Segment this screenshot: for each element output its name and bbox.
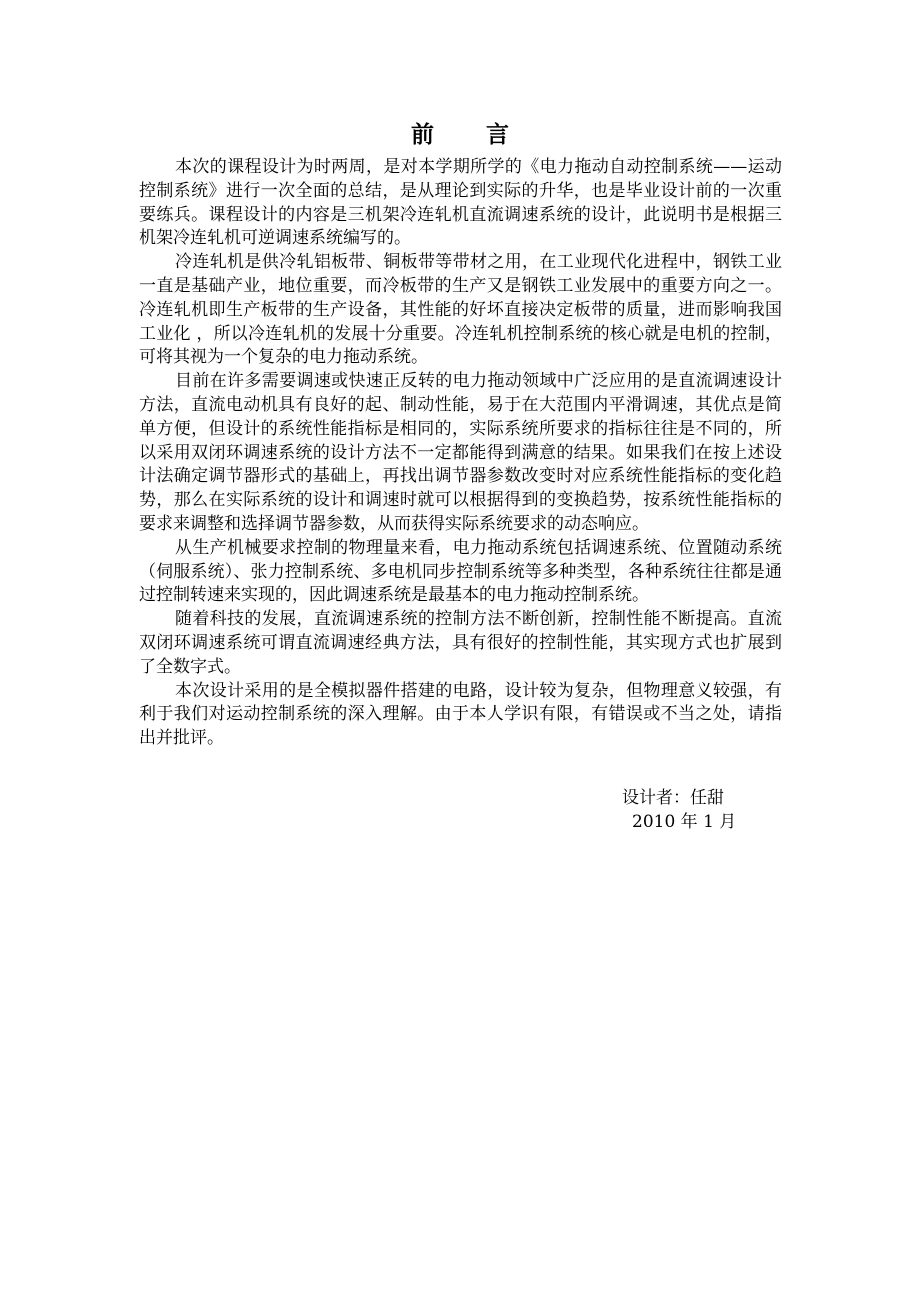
date-line: 2010 年 1 月 [632,812,737,832]
paragraph-3: 目前在许多需要调速或快速正反转的电力拖动领域中广泛应用的是直流调速设计方法，直流电动机具有良好的起、制动性能，易于在大范围内平滑调速，其优点是简单方便，但设计的系统性能指标是相同的，实际系统所要求的指标往往是不同的，所以采用双闭环调速系统的设计方法不一定都能得到满意的结果。如果我们在按上述设计法确定调节器形式的基础上，再找出调节器参数改变时对应系统性能指标的变化趋势，那么在实际系统的设计和调速时就可以根据得到的变换趋势，按系统性能指标的要求来调整和选择调节器参数，从而获得实际系统要求的动态响应。 [139,371,782,534]
page-title: 前 言 [410,121,531,148]
paragraph-2: 冷连轧机是供冷轧铝板带、铜板带等带材之用，在工业现代化进程中，钢铁工业一直是基础产业，地位重要，而冷板带的生产又是钢铁工业发展中的重要方向之一。冷连轧机即生产板带的生产设备，其性能的好坏直接决定板带的质量，进而影响我国工业化 ，所以冷连轧机的发展十分重要。冷连轧机控制系统的核心就是电机的控制，可将其视为一个复杂的电力拖动系统。 [139,252,782,368]
paragraph-1: 本次的课程设计为时两周，是对本学期所学的《电力拖动自动控制系统——运动控制系统》进行一次全面的总结，是从理论到实际的升华，也是毕业设计前的一次重要练兵。课程设计的内容是三机架冷连轧机直流调速系统的设计，此说明书是根据三机架冷连轧机可逆调速系统编写的。 [139,157,782,249]
paragraph-6: 本次设计采用的是全模拟器件搭建的电路，设计较为复杂，但物理意义较强，有利于我们对运动控制系统的深入理解。由于本人学识有限，有错误或不当之处，请指出并批评。 [139,680,782,749]
paragraph-5: 随着科技的发展，直流调速系统的控制方法不断创新，控制性能不断提高。直流双闭环调速系统可谓直流调速经典方法，具有很好的控制性能，其实现方式也扩展到了全数字式。 [139,609,782,677]
preface-body [139,156,782,751]
signature-block [560,786,780,834]
paragraph-4: 从生产机械要求控制的物理量来看，电力拖动系统包括调速系统、位置随动系统（伺服系统）、张力控制系统、多电机同步控制系统等多种类型，各种系统往往都是通过控制转速来实现的，因此调速系统是最基本的电力拖动控制系统。 [139,537,782,606]
designer-line: 设计者：任甜 [622,788,724,808]
